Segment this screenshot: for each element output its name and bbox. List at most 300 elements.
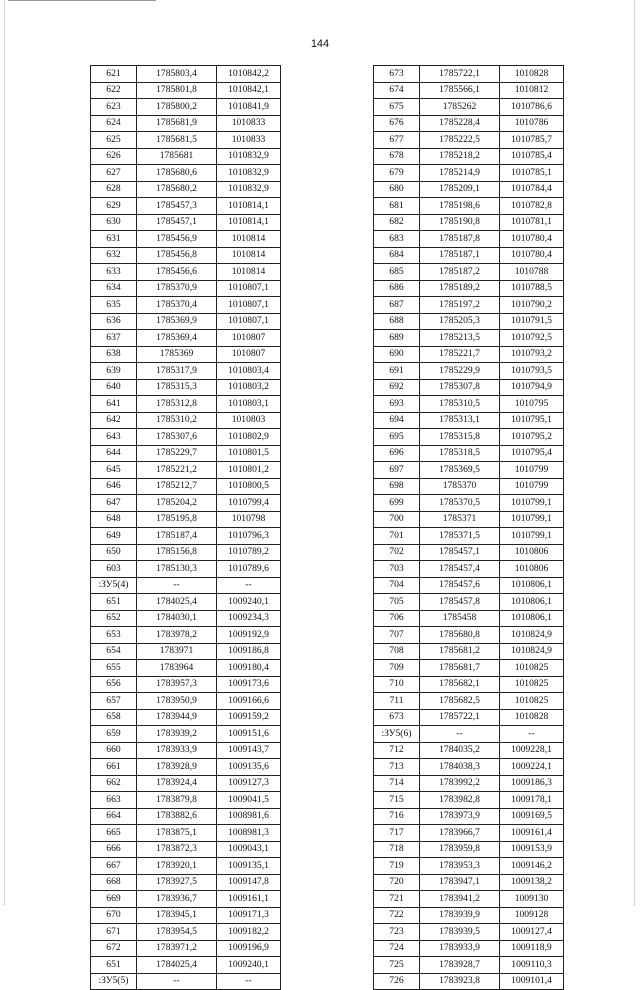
y-coordinate-cell: 1010791,5 [500, 313, 564, 330]
table-row [374, 973, 564, 990]
y-coordinate-cell: 1010841,9 [217, 99, 281, 116]
y-coordinate-cell: 1010814 [217, 231, 281, 248]
x-coordinate-cell: 1785369,5 [420, 462, 500, 479]
x-coordinate-cell: 1783941,2 [420, 891, 500, 908]
x-coordinate-cell: 1785370,5 [420, 495, 500, 512]
x-coordinate-cell: 1785801,8 [137, 82, 217, 99]
table-row [374, 462, 564, 479]
x-coordinate-cell: 1785803,4 [137, 66, 217, 83]
table-row [374, 412, 564, 429]
point-number-cell: 660 [91, 742, 137, 759]
y-coordinate-cell: 1010814,1 [217, 198, 281, 215]
y-coordinate-cell: 1010832,9 [217, 165, 281, 182]
table-row [374, 759, 564, 776]
table-row [374, 115, 564, 132]
table-row [374, 610, 564, 627]
x-coordinate-cell: 1783973,9 [420, 808, 500, 825]
point-number-cell: 635 [91, 297, 137, 314]
table-row [91, 379, 281, 396]
x-coordinate-cell: 1785310,5 [420, 396, 500, 413]
table-row [91, 330, 281, 347]
y-coordinate-cell: 1009169,5 [500, 808, 564, 825]
x-coordinate-cell: 1785457,6 [420, 577, 500, 594]
x-coordinate-cell: 1785566,1 [420, 82, 500, 99]
x-coordinate-cell: 1783933,9 [420, 940, 500, 957]
x-coordinate-cell: 1785457,1 [420, 544, 500, 561]
table-row [374, 214, 564, 231]
x-coordinate-cell: 1783927,5 [137, 874, 217, 891]
table-row [91, 676, 281, 693]
x-coordinate-cell: 1785318,5 [420, 445, 500, 462]
y-coordinate-cell: 1010814 [217, 264, 281, 281]
point-number-cell: 671 [91, 924, 137, 941]
x-coordinate-cell: 1783939,5 [420, 924, 500, 941]
y-coordinate-cell: -- [217, 973, 281, 990]
x-coordinate-cell: 1783879,8 [137, 792, 217, 809]
table-row [374, 247, 564, 264]
table-row [91, 841, 281, 858]
table-row [374, 874, 564, 891]
table-row [91, 825, 281, 842]
x-coordinate-cell: 1785680,6 [137, 165, 217, 182]
y-coordinate-cell: 1009143,7 [217, 742, 281, 759]
table-row [91, 214, 281, 231]
y-coordinate-cell: 1010788 [500, 264, 564, 281]
table-row [91, 181, 281, 198]
y-coordinate-cell: 1010825 [500, 660, 564, 677]
point-number-cell: 702 [374, 544, 420, 561]
y-coordinate-cell: 1009146,2 [500, 858, 564, 875]
point-number-cell: 634 [91, 280, 137, 297]
x-coordinate-cell: 1785209,1 [420, 181, 500, 198]
point-number-cell: 710 [374, 676, 420, 693]
table-row [374, 594, 564, 611]
y-coordinate-cell: 1010799 [500, 462, 564, 479]
x-coordinate-cell: 1783933,9 [137, 742, 217, 759]
table-row [91, 957, 281, 974]
table-row [91, 577, 281, 594]
table-row [91, 627, 281, 644]
x-coordinate-cell: 1785197,2 [420, 297, 500, 314]
y-coordinate-cell: 1009128 [500, 907, 564, 924]
point-number-cell: 717 [374, 825, 420, 842]
table-row [91, 924, 281, 941]
table-row [91, 709, 281, 726]
point-number-cell: 665 [91, 825, 137, 842]
y-coordinate-cell: 1010790,2 [500, 297, 564, 314]
point-number-cell: 641 [91, 396, 137, 413]
y-coordinate-cell: 1010806 [500, 561, 564, 578]
y-coordinate-cell: 1009110,3 [500, 957, 564, 974]
x-coordinate-cell: 1783882,6 [137, 808, 217, 825]
table-row [91, 82, 281, 99]
x-coordinate-cell: 1785369 [137, 346, 217, 363]
y-coordinate-cell: 1010807 [217, 346, 281, 363]
point-number-cell: 712 [374, 742, 420, 759]
x-coordinate-cell: 1785457,4 [420, 561, 500, 578]
y-coordinate-cell: 1010803,4 [217, 363, 281, 380]
y-coordinate-cell: 1009224,1 [500, 759, 564, 776]
x-coordinate-cell: 1783920,1 [137, 858, 217, 875]
x-coordinate-cell: 1785681,5 [137, 132, 217, 149]
y-coordinate-cell: 1010814,1 [217, 214, 281, 231]
x-coordinate-cell: 1785722,1 [420, 709, 500, 726]
y-coordinate-cell: 1010782,8 [500, 198, 564, 215]
y-coordinate-cell: 1009234,3 [217, 610, 281, 627]
table-row [91, 973, 281, 990]
x-coordinate-cell: 1785310,2 [137, 412, 217, 429]
point-number-cell: 676 [374, 115, 420, 132]
x-coordinate-cell: 1785198,6 [420, 198, 500, 215]
y-coordinate-cell: 1010812 [500, 82, 564, 99]
point-number-cell: 674 [374, 82, 420, 99]
point-number-cell: 725 [374, 957, 420, 974]
point-number-cell: 664 [91, 808, 137, 825]
table-row [91, 231, 281, 248]
point-number-cell: 667 [91, 858, 137, 875]
y-coordinate-cell: 1010806,1 [500, 610, 564, 627]
y-coordinate-cell: 1010824,9 [500, 627, 564, 644]
point-number-cell: 663 [91, 792, 137, 809]
x-coordinate-cell: 1783971 [137, 643, 217, 660]
table-row [374, 511, 564, 528]
y-coordinate-cell: 1010799,4 [217, 495, 281, 512]
y-coordinate-cell: 1009173,6 [217, 676, 281, 693]
table-row [91, 99, 281, 116]
table-row [91, 759, 281, 776]
point-number-cell: 687 [374, 297, 420, 314]
y-coordinate-cell: 1010789,2 [217, 544, 281, 561]
point-number-cell: 631 [91, 231, 137, 248]
y-coordinate-cell: 1010785,1 [500, 165, 564, 182]
table-row [91, 528, 281, 545]
x-coordinate-cell: 1785370,4 [137, 297, 217, 314]
table-row [374, 429, 564, 446]
point-number-cell: 668 [91, 874, 137, 891]
x-coordinate-cell: 1785229,9 [420, 363, 500, 380]
table-row [91, 594, 281, 611]
x-coordinate-cell: -- [420, 726, 500, 743]
point-number-cell: 648 [91, 511, 137, 528]
point-number-cell: 690 [374, 346, 420, 363]
table-row [91, 346, 281, 363]
point-number-cell: 683 [374, 231, 420, 248]
point-number-cell: 650 [91, 544, 137, 561]
y-coordinate-cell: 1010786,6 [500, 99, 564, 116]
y-coordinate-cell: 1009178,1 [500, 792, 564, 809]
x-coordinate-cell: 1785190,8 [420, 214, 500, 231]
x-coordinate-cell: 1783959,8 [420, 841, 500, 858]
y-coordinate-cell: 1010780,4 [500, 231, 564, 248]
y-coordinate-cell: 1010833 [217, 115, 281, 132]
x-coordinate-cell: 1785187,8 [420, 231, 500, 248]
point-number-cell: 685 [374, 264, 420, 281]
x-coordinate-cell: 1785370,9 [137, 280, 217, 297]
point-number-cell: 682 [374, 214, 420, 231]
table-row [91, 775, 281, 792]
point-number-cell: 699 [374, 495, 420, 512]
x-coordinate-cell: 1785371,5 [420, 528, 500, 545]
table-row [91, 165, 281, 182]
x-coordinate-cell: 1784025,4 [137, 957, 217, 974]
y-coordinate-cell: 1009147,8 [217, 874, 281, 891]
x-coordinate-cell: 1785313,1 [420, 412, 500, 429]
y-coordinate-cell: 1009159,2 [217, 709, 281, 726]
x-coordinate-cell: 1783944,9 [137, 709, 217, 726]
x-coordinate-cell: 1785228,4 [420, 115, 500, 132]
table-row [91, 495, 281, 512]
table-row [91, 643, 281, 660]
table-row [374, 346, 564, 363]
x-coordinate-cell: 1783966,7 [420, 825, 500, 842]
table-row [91, 297, 281, 314]
x-coordinate-cell: 1783939,2 [137, 726, 217, 743]
x-coordinate-cell: 1783928,7 [420, 957, 500, 974]
point-number-cell: 673 [374, 66, 420, 83]
x-coordinate-cell: 1784025,4 [137, 594, 217, 611]
x-coordinate-cell: 1785457,1 [137, 214, 217, 231]
table-row [374, 643, 564, 660]
table-row [374, 693, 564, 710]
point-number-cell: 630 [91, 214, 137, 231]
point-number-cell: 646 [91, 478, 137, 495]
table-row [374, 792, 564, 809]
y-coordinate-cell: 1010814 [217, 247, 281, 264]
y-coordinate-cell: 1010784,4 [500, 181, 564, 198]
y-coordinate-cell: 1010801,5 [217, 445, 281, 462]
point-number-cell: 622 [91, 82, 137, 99]
y-coordinate-cell: 1010789,6 [217, 561, 281, 578]
y-coordinate-cell: 1010825 [500, 693, 564, 710]
y-coordinate-cell: 1010803,2 [217, 379, 281, 396]
x-coordinate-cell: 1784038,3 [420, 759, 500, 776]
x-coordinate-cell: 1785195,8 [137, 511, 217, 528]
point-number-cell: 623 [91, 99, 137, 116]
table-row [374, 907, 564, 924]
table-row [91, 742, 281, 759]
table-row [374, 445, 564, 462]
y-coordinate-cell: 1010795,4 [500, 445, 564, 462]
point-number-cell: 704 [374, 577, 420, 594]
point-number-cell: 715 [374, 792, 420, 809]
point-number-cell: 681 [374, 198, 420, 215]
table-row [374, 709, 564, 726]
coordinates-table-left [90, 65, 281, 990]
y-coordinate-cell: 1009182,2 [217, 924, 281, 941]
x-coordinate-cell: 1785189,2 [420, 280, 500, 297]
table-row [374, 231, 564, 248]
table-row [374, 280, 564, 297]
point-number-cell: 624 [91, 115, 137, 132]
y-coordinate-cell: 1010793,2 [500, 346, 564, 363]
y-coordinate-cell: 1010807 [217, 330, 281, 347]
x-coordinate-cell: 1785222,5 [420, 132, 500, 149]
x-coordinate-cell: 1785187,2 [420, 264, 500, 281]
table-row [374, 775, 564, 792]
point-number-cell: 677 [374, 132, 420, 149]
y-coordinate-cell: 1010832,9 [217, 148, 281, 165]
y-coordinate-cell: 1010801,2 [217, 462, 281, 479]
x-coordinate-cell: 1783947,1 [420, 874, 500, 891]
point-number-cell: 688 [374, 313, 420, 330]
table-row [91, 478, 281, 495]
table-row [91, 726, 281, 743]
table-row [91, 874, 281, 891]
x-coordinate-cell: 1785307,6 [137, 429, 217, 446]
x-coordinate-cell: 1783939,9 [420, 907, 500, 924]
point-number-cell: 633 [91, 264, 137, 281]
y-coordinate-cell: 1009151,6 [217, 726, 281, 743]
point-number-cell: 658 [91, 709, 137, 726]
x-coordinate-cell: 1783982,8 [420, 792, 500, 809]
point-number-cell: 625 [91, 132, 137, 149]
point-number-cell: 645 [91, 462, 137, 479]
table-row [374, 841, 564, 858]
table-row [374, 198, 564, 215]
point-number-cell: 678 [374, 148, 420, 165]
y-coordinate-cell: 1009186,8 [217, 643, 281, 660]
y-coordinate-cell: 1010807,1 [217, 280, 281, 297]
x-coordinate-cell: 1785312,8 [137, 396, 217, 413]
point-number-cell: 689 [374, 330, 420, 347]
point-number-cell: 640 [91, 379, 137, 396]
x-coordinate-cell: 1783928,9 [137, 759, 217, 776]
point-number-cell: 651 [91, 594, 137, 611]
y-coordinate-cell: 1010792,5 [500, 330, 564, 347]
x-coordinate-cell: 1783924,4 [137, 775, 217, 792]
point-number-cell: 661 [91, 759, 137, 776]
table-row [91, 280, 281, 297]
table-row [374, 544, 564, 561]
x-coordinate-cell: 1785681 [137, 148, 217, 165]
point-number-cell: 672 [91, 940, 137, 957]
table-row [374, 82, 564, 99]
y-coordinate-cell: 1009228,1 [500, 742, 564, 759]
x-coordinate-cell: 1785456,8 [137, 247, 217, 264]
table-row [91, 858, 281, 875]
point-number-cell: 694 [374, 412, 420, 429]
point-number-cell: 649 [91, 528, 137, 545]
x-coordinate-cell: 1784035,2 [420, 742, 500, 759]
y-coordinate-cell: 1009192,9 [217, 627, 281, 644]
point-number-cell: 638 [91, 346, 137, 363]
point-number-cell: :ЗУ5(5) [91, 973, 137, 990]
point-number-cell: 697 [374, 462, 420, 479]
point-number-cell: 655 [91, 660, 137, 677]
y-coordinate-cell: 1010785,7 [500, 132, 564, 149]
x-coordinate-cell: 1785682,1 [420, 676, 500, 693]
x-coordinate-cell: 1785370 [420, 478, 500, 495]
y-coordinate-cell: 1010799,1 [500, 511, 564, 528]
table-row [91, 66, 281, 83]
table-row [374, 660, 564, 677]
table-row [91, 363, 281, 380]
point-number-cell: 651 [91, 957, 137, 974]
x-coordinate-cell: 1785371 [420, 511, 500, 528]
point-number-cell: 692 [374, 379, 420, 396]
y-coordinate-cell: 1009166,6 [217, 693, 281, 710]
point-number-cell: 644 [91, 445, 137, 462]
point-number-cell: 628 [91, 181, 137, 198]
x-coordinate-cell: 1785130,3 [137, 561, 217, 578]
x-coordinate-cell: 1783936,7 [137, 891, 217, 908]
point-number-cell: 637 [91, 330, 137, 347]
y-coordinate-cell: 1009135,1 [217, 858, 281, 875]
x-coordinate-cell: 1785204,2 [137, 495, 217, 512]
table-row [374, 66, 564, 83]
point-number-cell: 680 [374, 181, 420, 198]
point-number-cell: 693 [374, 396, 420, 413]
table-row [374, 940, 564, 957]
table-row [91, 313, 281, 330]
y-coordinate-cell: 1008981,6 [217, 808, 281, 825]
y-coordinate-cell: 1009161,1 [217, 891, 281, 908]
x-coordinate-cell: 1785681,2 [420, 643, 500, 660]
x-coordinate-cell: 1785456,6 [137, 264, 217, 281]
point-number-cell: 695 [374, 429, 420, 446]
coordinates-table-right [373, 65, 564, 990]
x-coordinate-cell: 1785682,5 [420, 693, 500, 710]
x-coordinate-cell: 1785214,9 [420, 165, 500, 182]
y-coordinate-cell: 1010785,4 [500, 148, 564, 165]
y-coordinate-cell: 1009240,1 [217, 957, 281, 974]
y-coordinate-cell: 1010799,1 [500, 495, 564, 512]
table-row [374, 742, 564, 759]
point-number-cell: 654 [91, 643, 137, 660]
table-row [374, 363, 564, 380]
table-row [91, 544, 281, 561]
point-number-cell: 684 [374, 247, 420, 264]
y-coordinate-cell: 1009041,5 [217, 792, 281, 809]
point-number-cell: 627 [91, 165, 137, 182]
x-coordinate-cell: 1785456,9 [137, 231, 217, 248]
table-row [91, 396, 281, 413]
y-coordinate-cell: 1009118,9 [500, 940, 564, 957]
point-number-cell: 720 [374, 874, 420, 891]
x-coordinate-cell: 1783971,2 [137, 940, 217, 957]
table-row [91, 808, 281, 825]
table-row [374, 330, 564, 347]
point-number-cell: 718 [374, 841, 420, 858]
point-number-cell: 666 [91, 841, 137, 858]
table-row [374, 528, 564, 545]
y-coordinate-cell: 1009171,3 [217, 907, 281, 924]
point-number-cell: 696 [374, 445, 420, 462]
table-row [374, 165, 564, 182]
y-coordinate-cell: 1009043,1 [217, 841, 281, 858]
point-number-cell: 723 [374, 924, 420, 941]
x-coordinate-cell: 1785221,2 [137, 462, 217, 479]
point-number-cell: 673 [374, 709, 420, 726]
y-coordinate-cell: 1010795,1 [500, 412, 564, 429]
point-number-cell: 698 [374, 478, 420, 495]
table-row [91, 462, 281, 479]
y-coordinate-cell: 1008981,3 [217, 825, 281, 842]
point-number-cell: 669 [91, 891, 137, 908]
y-coordinate-cell: 1010825 [500, 676, 564, 693]
x-coordinate-cell: 1785262 [420, 99, 500, 116]
point-number-cell: 686 [374, 280, 420, 297]
x-coordinate-cell: 1785187,1 [420, 247, 500, 264]
y-coordinate-cell: 1009127,4 [500, 924, 564, 941]
x-coordinate-cell: 1785680,2 [137, 181, 217, 198]
y-coordinate-cell: 1010807,1 [217, 313, 281, 330]
x-coordinate-cell: 1785156,8 [137, 544, 217, 561]
table-row [374, 808, 564, 825]
y-coordinate-cell: 1010832,9 [217, 181, 281, 198]
x-coordinate-cell: -- [137, 577, 217, 594]
point-number-cell: 679 [374, 165, 420, 182]
